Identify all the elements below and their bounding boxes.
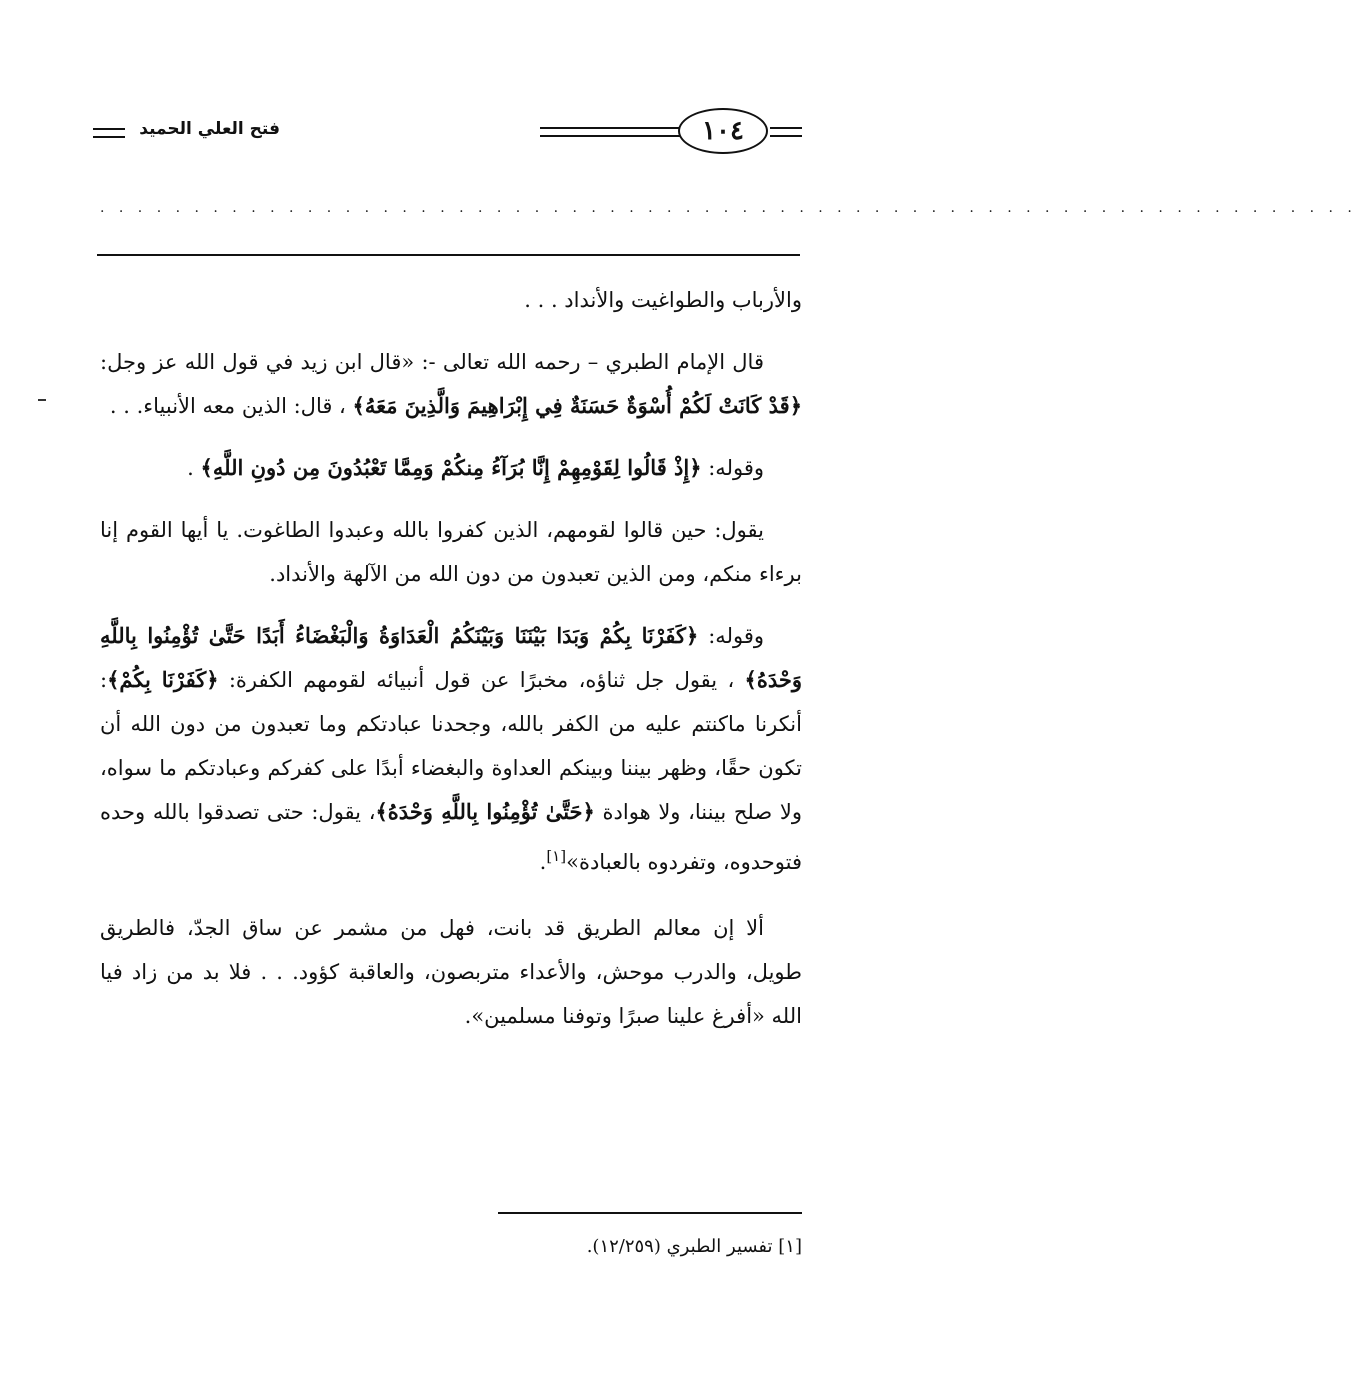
dotted-separator: . . . . . . . . . . . . . . . . . . . . . . . . . . . . . . . . . . . . . . . . . . . . . . . . . . . . . . . . . . . . . . . . . . . [100, 200, 1357, 216]
paragraph-5 [100, 614, 802, 884]
paragraph-3-text-a: وقوله: [708, 456, 764, 480]
paragraph-2 [100, 340, 802, 428]
paragraph-5-text-a: وقوله: [708, 624, 764, 648]
paragraph-5-text-b: ، يقول جل ثناؤه، مخبرًا عن قول أنبيائه لقومهم الكفرة: [228, 668, 735, 692]
header-right-rule [540, 127, 680, 137]
paragraph-5-text-c: : أنكرنا ماكنتم عليه من الكفر بالله، وجحدنا عبادتكم وما تعبدون من دون الله أن تكون حقًا، وظهر بيننا وبينكم العداوة والبغضاء أبدًا على كفركم وعبادتكم ما سواه، ولا صلح بيننا، ولا هوادة [100, 668, 802, 824]
quran-verse: ﴿كَفَرْنَا بِكُمْ وَبَدَا بَيْنَنَا وَبَيْنَكُمُ الْعَدَاوَةُ وَالْبَغْضَاءُ أَبَدًا حَتَّىٰ تُؤْمِنُوا بِاللَّهِ وَحْدَهُ﴾ [100, 623, 802, 692]
running-header-title: فتح العلي الحميد [139, 119, 280, 139]
paragraph-2-text-a: قال الإمام الطبري – رحمه الله تعالى -: «قال ابن زيد في قول الله عز وجل: [100, 350, 764, 374]
quran-verse: ﴿كَفَرْنَا بِكُمْ﴾ [107, 667, 219, 692]
page-number: ١٠٤ [678, 108, 768, 154]
quran-verse: ﴿إِذْ قَالُوا لِقَوْمِهِمْ إِنَّا بُرَآءُ مِنكُمْ وَمِمَّا تَعْبُدُونَ مِن دُونِ اللَّهِ﴾ [200, 455, 702, 480]
header-rule [97, 254, 800, 256]
quran-verse: ﴿قَدْ كَانَتْ لَكُمْ أُسْوَةٌ حَسَنَةٌ فِي إِبْرَاهِيمَ وَالَّذِينَ مَعَهُ﴾ [352, 393, 802, 418]
quran-verse: ﴿حَتَّىٰ تُؤْمِنُوا بِاللَّهِ وَحْدَهُ﴾ [375, 799, 595, 824]
paragraph-6 [100, 906, 802, 1038]
paragraph-4 [100, 508, 802, 596]
footnote: [١] تفسير الطبري (١٢/٢٥٩). [586, 1236, 802, 1257]
header-left-ornament [93, 128, 125, 138]
margin-mark [38, 399, 46, 401]
paragraph-2-text-b: ، قال: الذين معه الأنبياء. . . [109, 394, 346, 418]
paragraph-4-text: يقول: حين قالوا لقومهم، الذين كفروا بالله وعبدوا الطاغوت. يا أيها القوم إنا برءاء منكم، ومن الذين تعبدون من دون الله من الآلهة والأنداد. [100, 518, 802, 586]
paragraph-1 [100, 278, 802, 322]
paragraph-3-text-b: . [187, 456, 194, 480]
body-text [100, 278, 802, 1056]
footnote-rule [498, 1212, 802, 1214]
paragraph-6-text: ألا إن معالم الطريق قد بانت، فهل من مشمر عن ساق الجدّ، فالطريق طويل، والدرب موحش، والأعداء متربصون، والعاقبة كؤود. . . فلا بد من زاد فيا الله «أفرغ علينا صبرًا وتوفنا مسلمين». [100, 916, 802, 1028]
paragraph-3 [100, 446, 802, 490]
paragraph-5-end: . [539, 850, 547, 874]
header-right-ornament [770, 127, 802, 137]
paragraph-5-text-d: ، يقول: حتى تصدقوا بالله وحده فتوحدوه، وتفردوه بالعبادة» [100, 800, 802, 874]
paragraph-1-text: والأرباب والطواغيت والأنداد . . . [524, 288, 802, 312]
footnote-reference[interactable]: [١] [546, 847, 567, 865]
